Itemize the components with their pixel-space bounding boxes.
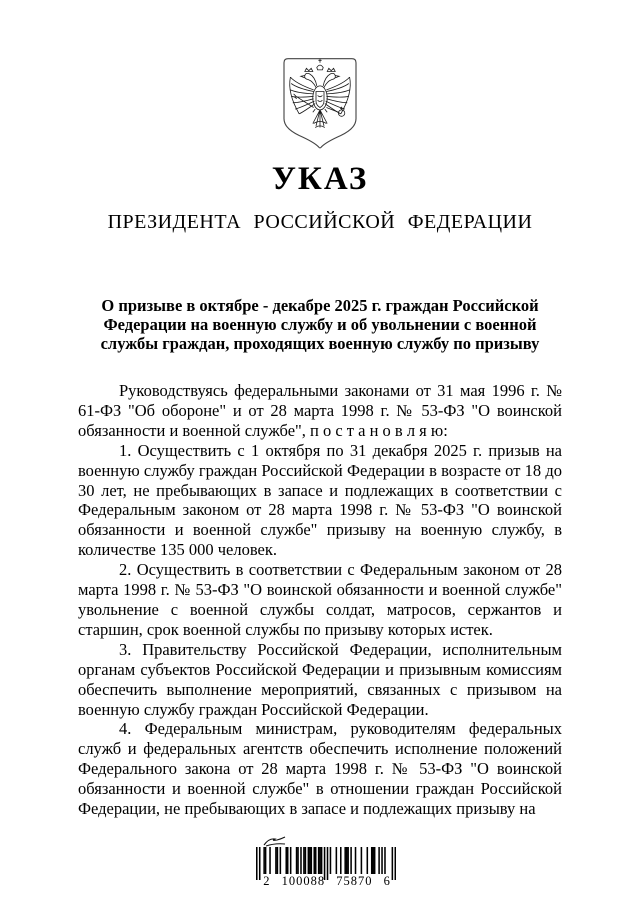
printers-mark-icon <box>261 834 288 848</box>
decree-subject: О призыве в октябре - декабре 2025 г. граждан Российской Федерации на военную службу и об увольнении с военной службы граждан, проходящих военную службу по призыву <box>100 296 540 353</box>
decree-item-2: 2. Осуществить в соответствии с Федеральным законом от 28 марта 1998 г. № 53-ФЗ "О воинской обязанности и военной службе" увольнение с военной службы солдат, матросов, сержантов и старшин, срок военной службы по призыву которых истек. <box>78 560 562 639</box>
decree-item-4: 4. Федеральным министрам, руководителям федеральных служб и федеральных агентств обеспечить исполнение положений Федерального закона от 28 марта 1998 г. № 53-ФЗ "О воинской обязанности и военной службе" в отношении граждан Российской Федерации, не пребывающих в запасе и подлежащих призыву на <box>78 719 562 819</box>
decree-item-1: 1. Осуществить с 1 октября по 31 декабря 2025 г. призыв на военную службу граждан Российской Федерации в возрасте от 18 до 30 лет, не пребывающих в запасе и подлежащих в соответствии с Федеральным законом от 28 марта 1998 г. № 53-ФЗ "О воинской обязанности и военной службе" призыву на военную службу, в количестве 135 000 человек. <box>78 440 562 560</box>
decree-item-3: 3. Правительству Российской Федерации, исполнительным органам субъектов Российской Федерации и призывным комиссиям обеспечить выполнение мероприятий, связанных с призывом на военную службу граждан Российской Федерации. <box>78 639 562 719</box>
decree-issuer: ПРЕЗИДЕНТА РОССИЙСКОЙ ФЕДЕРАЦИИ <box>107 211 533 233</box>
russian-coat-of-arms-icon <box>280 55 360 152</box>
barcode-digits: 2 100088 75870 6 <box>263 874 391 888</box>
decree-body <box>78 381 562 819</box>
decree-preamble: Руководствуясь федеральными законами от 31 мая 1996 г. № 61-ФЗ "Об обороне" и от 28 марта 1998 г. № 53-ФЗ "О воинской обязанности и военной службе", п о с т а н о в л я ю: <box>78 381 562 440</box>
decree-title: УКАЗ <box>271 161 369 197</box>
